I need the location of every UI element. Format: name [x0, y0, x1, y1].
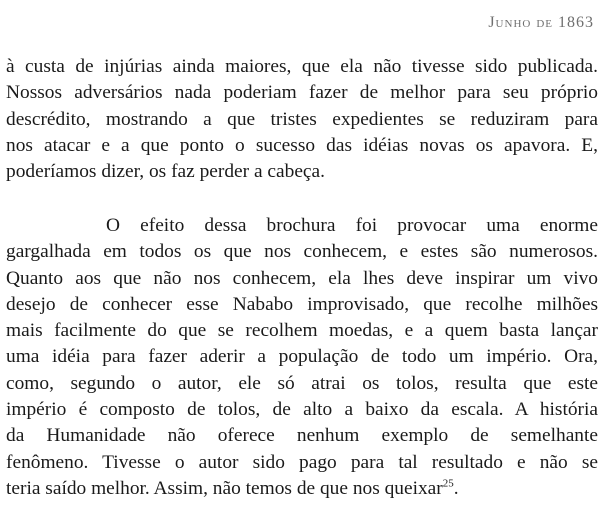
paragraph-1	[6, 54, 598, 185]
footnote-marker[interactable]: 25	[442, 477, 454, 490]
text-line: gargalhada em todos os que nos conhecem, e estes são numerosos.	[6, 241, 598, 263]
paragraph-2	[6, 213, 598, 502]
text-line: como, segundo o autor, ele só atrai os tolos, resulta que este	[6, 372, 598, 394]
text-line-content: O efeito dessa brochura foi provocar uma enorme	[106, 215, 598, 236]
text-line: descrédito, mostrando a que tristes expedientes se reduziram para	[6, 108, 598, 130]
running-header: Junho de 1863	[488, 14, 594, 31]
final-punctuation: .	[453, 477, 459, 499]
text-line: império é composto de tolos, de alto a baixo da escala. A história	[6, 399, 598, 421]
text-line: poderíamos dizer, os faz perder a cabeça.	[6, 161, 325, 183]
text-line: Nossos adversários nada poderiam fazer de melhor para seu próprio	[6, 82, 598, 104]
text-line: da Humanidade não oferece nenhum exemplo de semelhante	[6, 425, 598, 447]
text-line: fenômeno. Tivesse o autor sido pago para tal resultado e não se	[6, 451, 598, 473]
text-line: mais facilmente do que se recolhem moedas, e a quem basta lançar	[6, 320, 598, 342]
text-line: Quanto aos que não nos conhecem, ela lhes deve inspirar um vivo	[6, 267, 598, 289]
text-line: desejo de conhecer esse Nababo improvisado, que recolhe milhões	[6, 293, 598, 315]
text-line	[6, 213, 598, 239]
text-line: à custa de injúrias ainda maiores, que ela não tivesse sido publicada.	[6, 56, 598, 77]
text-line: uma idéia para fazer aderir a população de todo um império. Ora,	[6, 346, 598, 368]
text-line	[6, 476, 598, 502]
text-line: nos atacar e a que ponto o sucesso das idéias novas os apavora. E,	[6, 134, 598, 156]
text-line-content: teria saído melhor. Assim, não temos de que nos queixar	[6, 477, 443, 499]
